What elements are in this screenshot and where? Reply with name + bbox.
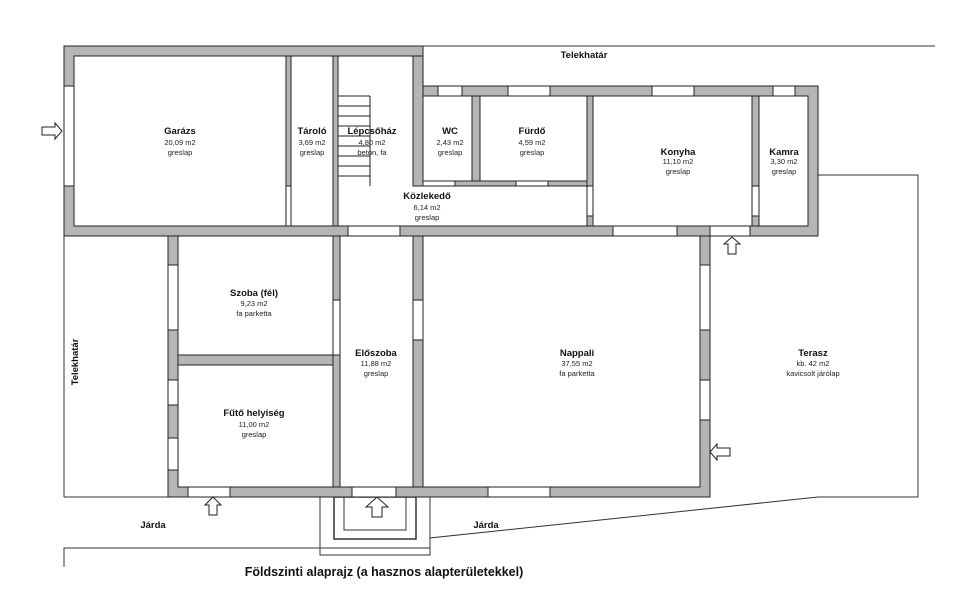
room-name-nappali: Nappali [559, 348, 595, 359]
room-area-kozlekedo: 6,14 m2 [413, 203, 441, 212]
room-area-lepcsohaz: 4,80 m2 [358, 138, 386, 147]
boundary-label-top: Telekhatár [560, 50, 608, 61]
sidewalk-label-right: Járda [473, 520, 499, 531]
room-labels [164, 126, 840, 439]
room-floor-kozlekedo: greslap [414, 213, 440, 222]
room-name-wc: WC [442, 126, 458, 137]
room-area-futo: 11,00 m2 [238, 420, 270, 429]
room-floor-terasz: kavicsolt járólap [786, 369, 840, 378]
room-floor-eloszoba: greslap [363, 369, 389, 378]
room-floor-futo: greslap [241, 430, 267, 439]
room-floor-konyha: greslap [665, 167, 691, 176]
room-area-nappali: 37,55 m2 [561, 359, 593, 368]
room-floor-tarolo: greslap [299, 148, 325, 157]
room-area-szoba: 9,23 m2 [240, 299, 268, 308]
room-name-furdo: Fürdő [518, 126, 546, 137]
room-name-terasz: Terasz [798, 348, 828, 359]
room-name-futo: Fűtő helyiség [223, 408, 285, 419]
plan-caption: Földszinti alaprajz (a hasznos alapterületekkel) [244, 565, 524, 579]
room-area-furdo: 4,59 m2 [518, 138, 546, 147]
room-name-eloszoba: Előszoba [355, 348, 397, 359]
room-floor-wc: greslap [437, 148, 463, 157]
room-name-kozlekedo: Közlekedő [403, 191, 451, 202]
room-floor-lepcsohaz: beton, fa [357, 148, 387, 157]
room-floor-garazs: greslap [167, 148, 193, 157]
room-floor-kamra: greslap [771, 167, 797, 176]
room-floor-furdo: greslap [519, 148, 545, 157]
room-name-tarolo: Tároló [297, 126, 327, 137]
room-area-garazs: 20,09 m2 [164, 138, 196, 147]
room-area-tarolo: 3,69 m2 [298, 138, 326, 147]
room-area-konyha: 11,10 m2 [662, 157, 694, 166]
room-floor-szoba: fa parketta [236, 309, 272, 318]
arrow-up-icon [724, 237, 740, 254]
room-name-lepcsohaz: Lépcsőház [347, 126, 397, 137]
room-name-kamra: Kamra [769, 147, 799, 158]
room-area-wc: 2,43 m2 [436, 138, 464, 147]
arrow-up-icon [366, 497, 388, 517]
room-floor-nappali: fa parketta [559, 369, 595, 378]
sidewalk-label-left: Járda [140, 520, 166, 531]
room-area-kamra: 3,30 m2 [770, 157, 798, 166]
room-area-eloszoba: 11,88 m2 [360, 359, 392, 368]
room-name-szoba: Szoba (fél) [229, 288, 279, 299]
room-area-terasz: kb. 42 m2 [796, 359, 830, 368]
room-name-konyha: Konyha [660, 147, 696, 158]
arrow-right-icon [42, 123, 62, 139]
entrance-arrows [42, 123, 740, 517]
arrow-up-icon [205, 497, 221, 515]
boundary-label-left: Telekhatár [70, 338, 81, 386]
arrow-left-icon [710, 444, 730, 460]
room-name-garazs: Garázs [164, 126, 196, 137]
